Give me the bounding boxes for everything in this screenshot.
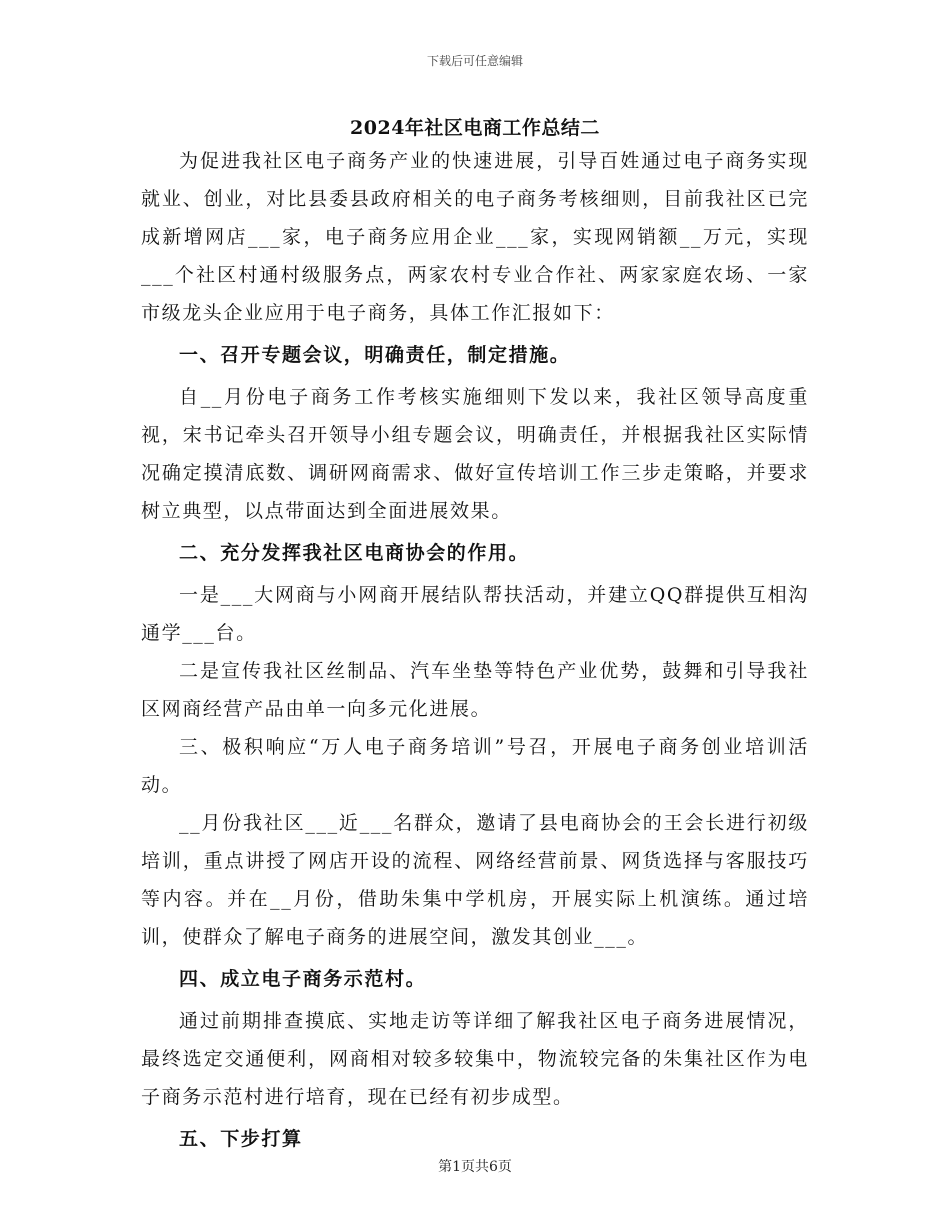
document-body	[141, 142, 809, 1162]
body-paragraph: 二是宣传我社区丝制品、汽车坐垫等特色产业优势，鼓舞和引导我社区网商经营产品由单一向多元化进展。	[141, 660, 809, 720]
page-header-note: 下载后可任意编辑	[426, 54, 523, 68]
body-paragraph: 通过前期排查摸底、实地走访等详细了解我社区电子商务进展情况，最终选定交通便利，网商相对较多较集中，物流较完备的朱集社区作为电子商务示范村进行培育，现在已经有初步成型。	[141, 1010, 809, 1108]
body-paragraph: 一是___大网商与小网商开展结队帮扶活动，并建立QQ群提供互相沟通学___台。	[141, 584, 809, 644]
section-heading-4: 四、成立电子商务示范村。	[179, 968, 427, 990]
intro-paragraph: 为促进我社区电子商务产业的快速进展，引导百姓通过电子商务实现就业、创业，对比县委县政府相关的电子商务考核细则，目前我社区已完成新增网店___家，电子商务应用企业___家，实现网销额__万元，实现___个社区村通村级服务点，两家农村专业合作社、两家家庭农场、一家市级龙头企业应用于电子商务，具体工作汇报如下：	[141, 150, 809, 324]
section-heading-2: 二、充分发挥我社区电商协会的作用。	[179, 542, 530, 564]
body-paragraph: __月份我社区___近___名群众，邀请了县电商协会的王会长进行初级培训，重点讲授了网店开设的流程、网络经营前景、网货选择与客服技巧等内容。并在__月份，借助朱集中学机房，开展实际上机演练。通过培训，使群众了解电子商务的进展空间，激发其创业___。	[141, 812, 809, 948]
section-heading-5: 五、下步打算	[179, 1128, 303, 1150]
body-paragraph: 自__月份电子商务工作考核实施细则下发以来，我社区领导高度重视，宋书记牵头召开领导小组专题会议，明确责任，并根据我社区实际情况确定摸清底数、调研网商需求、做好宣传培训工作三步走策略，并要求树立典型，以点带面达到全面进展效果。	[141, 386, 809, 522]
page-number: 第1页共6页	[438, 1159, 512, 1175]
document-title: 2024年社区电商工作总结二	[350, 117, 600, 139]
section-heading-1: 一、召开专题会议，明确责任，制定措施。	[179, 344, 571, 366]
section-3-paragraph: 三、极积响应“万人电子商务培训”号召，开展电子商务创业培训活动。	[141, 736, 809, 796]
